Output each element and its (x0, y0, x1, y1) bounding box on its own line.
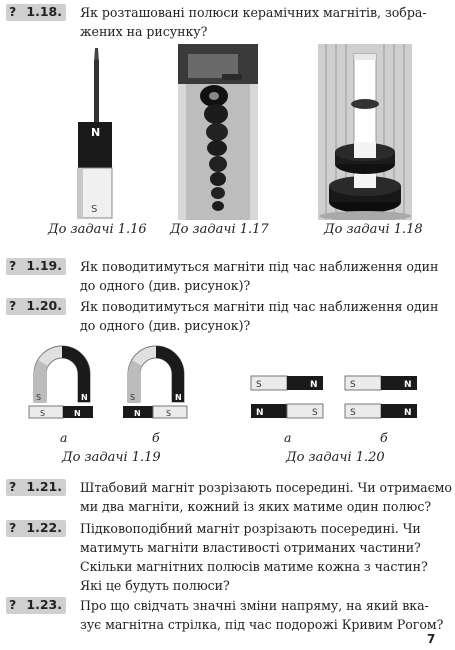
question-number: 1.23. (26, 597, 62, 612)
question-line: Як поводитимуться магніти під час наближення один (80, 259, 439, 274)
question-line: до одного (див. рисунок)? (80, 318, 251, 333)
photo-levitating-magnets (318, 44, 412, 220)
question-number-1-22 (6, 520, 66, 537)
horseshoe-figure-a (26, 340, 98, 422)
question-text-1-20 (80, 297, 438, 335)
pole-label-n: N (134, 409, 141, 418)
question-mark-icon: ? (9, 298, 17, 313)
pole-label-s: S (312, 408, 318, 418)
question-mark-icon: ? (9, 479, 17, 494)
pole-label-s: S (130, 393, 136, 402)
question-text-1-21 (80, 478, 452, 516)
question-number: 1.18. (26, 4, 62, 19)
photo-ring-magnets-chain (178, 44, 258, 220)
page-number: 7 (427, 632, 436, 646)
pole-label-s: S (40, 409, 46, 418)
pole-label-n: N (404, 408, 412, 418)
question-line: ми два магніти, кожний із яких матиме один полюс? (80, 499, 432, 514)
question-line: Як розташовані полюси керамічних магнітів, зобра- (80, 5, 427, 20)
horseshoe-figure-b (120, 340, 192, 422)
bar-magnets-figure-a (250, 372, 325, 422)
question-mark-icon: ? (9, 258, 17, 273)
pole-label-s: S (166, 409, 172, 418)
bar-magnets-figure-b (344, 372, 419, 422)
question-number-1-21 (6, 479, 66, 496)
sub-label-a: а (60, 430, 68, 445)
pole-label-s: S (36, 393, 42, 402)
pole-label-n: N (256, 408, 264, 418)
question-text-1-22 (80, 519, 428, 595)
question-line: Штабовий магніт розрізають посередині. Чи отримаємо (80, 480, 452, 495)
question-text-1-23 (80, 596, 443, 634)
question-text-1-19 (80, 257, 438, 295)
question-line: Які це будуть полюси? (80, 578, 230, 593)
pole-label-s: S (256, 380, 262, 390)
question-number: 1.20. (26, 298, 62, 313)
question-line: Підковоподібний магніт розрізають посередині. Чи (80, 521, 421, 536)
photo-caption-1-16: До задачі 1.16 (48, 222, 147, 237)
question-number: 1.21. (26, 479, 62, 494)
question-number-1-18 (6, 4, 66, 21)
question-line: до одного (див. рисунок)? (80, 278, 251, 293)
figure-caption-1-19: До задачі 1.19 (62, 450, 161, 465)
question-number: 1.19. (26, 258, 62, 273)
question-number-1-23 (6, 597, 66, 614)
question-line: жених на рисунку? (80, 24, 208, 39)
sub-label-a: а (284, 430, 292, 445)
question-number-1-19 (6, 258, 66, 275)
question-line: матимуть магніти властивості отриманих частини? (80, 540, 421, 555)
question-mark-icon: ? (9, 597, 17, 612)
pole-label-s: S (91, 204, 98, 215)
sub-label-b: б (152, 430, 160, 445)
question-number-1-20 (6, 298, 66, 315)
question-number: 1.22. (26, 520, 62, 535)
photo-magnet-nail (70, 44, 125, 220)
pole-label-n: N (81, 393, 88, 402)
pole-label-n: N (91, 126, 101, 139)
sub-label-b: б (380, 430, 388, 445)
figure-caption-1-20: До задачі 1.20 (286, 450, 385, 465)
pole-label-s: S (350, 380, 356, 390)
photo-caption-1-18: До задачі 1.18 (324, 222, 423, 237)
question-mark-icon: ? (9, 4, 17, 19)
question-line: Як поводитимуться магніти під час наближення один (80, 299, 439, 314)
pole-label-n: N (74, 409, 81, 418)
pole-label-n: N (175, 393, 182, 402)
question-mark-icon: ? (9, 520, 17, 535)
question-line: Скільки магнітних полюсів матиме кожна з частин? (80, 559, 428, 574)
pole-label-s: S (350, 408, 356, 418)
question-line: зує магнітна стрілка, під час подорожі Кривим Рогом? (80, 617, 444, 632)
pole-label-n: N (404, 380, 412, 390)
photo-caption-1-17: До задачі 1.17 (170, 222, 269, 237)
question-text-1-18 (80, 3, 427, 41)
question-line: Про що свідчать значні зміни напряму, на який вка- (80, 598, 429, 613)
pole-label-n: N (310, 380, 318, 390)
